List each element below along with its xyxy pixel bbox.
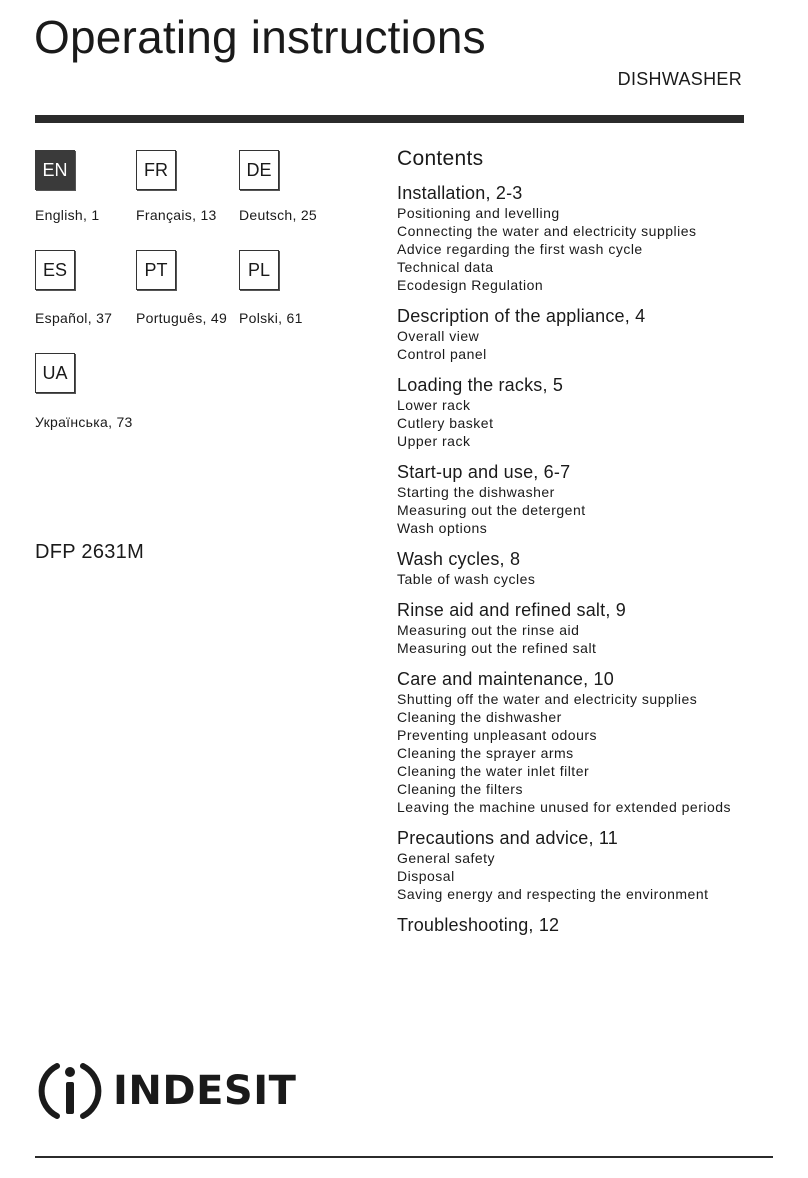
toc-section-item[interactable]: Overall view xyxy=(397,328,480,344)
page-title: Operating instructions xyxy=(34,11,486,63)
toc-section xyxy=(397,669,797,816)
toc-section-item[interactable]: Cleaning the filters xyxy=(397,781,523,797)
toc-section-item[interactable]: Upper rack xyxy=(397,433,471,449)
toc-section-item[interactable]: Ecodesign Regulation xyxy=(397,277,544,293)
toc-section-item[interactable]: Measuring out the refined salt xyxy=(397,640,597,656)
top-divider xyxy=(35,115,744,123)
language-label-de[interactable]: Deutsch, 25 xyxy=(239,207,318,223)
brand-name: INDESIT xyxy=(113,1068,297,1114)
bottom-divider xyxy=(35,1156,773,1158)
indesit-i-logo-icon xyxy=(37,1058,103,1124)
toc-section-title[interactable]: Precautions and advice, 11 xyxy=(397,828,619,848)
toc-section-title[interactable]: Wash cycles, 8 xyxy=(397,549,521,569)
toc-sections xyxy=(397,183,797,936)
toc-section-item[interactable]: Starting the dishwasher xyxy=(397,484,555,500)
toc-section-item[interactable]: Shutting off the water and electricity supplies xyxy=(397,691,698,707)
toc-section-item[interactable]: Advice regarding the first wash cycle xyxy=(397,241,643,257)
toc-section-item[interactable]: Positioning and levelling xyxy=(397,205,560,221)
toc-section-item[interactable]: General safety xyxy=(397,850,496,866)
toc-section-item[interactable]: Saving energy and respecting the environment xyxy=(397,886,709,902)
language-button-pl[interactable]: PL xyxy=(239,250,279,290)
language-button-pt[interactable]: PT xyxy=(136,250,176,290)
toc-section-title[interactable]: Installation, 2-3 xyxy=(397,183,523,203)
model-number: DFP 2631M xyxy=(35,541,145,563)
language-label-ua[interactable]: Українська, 73 xyxy=(35,414,133,430)
toc-section-title[interactable]: Loading the racks, 5 xyxy=(397,375,564,395)
toc-section-item[interactable]: Preventing unpleasant odours xyxy=(397,727,598,743)
toc-section xyxy=(397,828,797,903)
toc-section-item[interactable]: Cutlery basket xyxy=(397,415,494,431)
language-button-ua[interactable]: UA xyxy=(35,353,75,393)
language-button-de[interactable]: DE xyxy=(239,150,279,190)
language-label-pt[interactable]: Português, 49 xyxy=(136,310,228,326)
contents-heading: Contents xyxy=(397,147,484,170)
toc-section-item[interactable]: Table of wash cycles xyxy=(397,571,536,587)
toc-section-item[interactable]: Measuring out the detergent xyxy=(397,502,586,518)
language-button-fr[interactable]: FR xyxy=(136,150,176,190)
toc-section-item[interactable]: Cleaning the water inlet filter xyxy=(397,763,590,779)
toc-section-item[interactable]: Connecting the water and electricity supplies xyxy=(397,223,697,239)
toc-section-title[interactable]: Care and maintenance, 10 xyxy=(397,669,614,689)
toc-section xyxy=(397,600,797,657)
toc-section-item[interactable]: Lower rack xyxy=(397,397,471,413)
toc-section-title[interactable]: Start-up and use, 6-7 xyxy=(397,462,571,482)
toc-section-item[interactable]: Technical data xyxy=(397,259,494,275)
toc-section-item[interactable]: Leaving the machine unused for extended periods xyxy=(397,799,732,815)
toc-section-item[interactable]: Cleaning the sprayer arms xyxy=(397,745,574,761)
table-of-contents xyxy=(397,147,797,948)
toc-section-item[interactable]: Wash options xyxy=(397,520,488,536)
language-button-es[interactable]: ES xyxy=(35,250,75,290)
toc-section xyxy=(397,462,797,537)
language-label-en[interactable]: English, 1 xyxy=(35,207,100,223)
toc-section xyxy=(397,915,797,936)
product-type: DISHWASHER xyxy=(617,69,742,89)
language-button-en[interactable]: EN xyxy=(35,150,75,190)
language-label-fr[interactable]: Français, 13 xyxy=(136,207,217,223)
toc-section xyxy=(397,375,797,450)
brand-logo xyxy=(37,1058,296,1124)
toc-section-item[interactable]: Control panel xyxy=(397,346,487,362)
toc-section-title[interactable]: Rinse aid and refined salt, 9 xyxy=(397,600,626,620)
toc-section-title[interactable]: Troubleshooting, 12 xyxy=(397,915,560,935)
toc-section xyxy=(397,549,797,588)
toc-section-title[interactable]: Description of the appliance, 4 xyxy=(397,306,646,326)
language-label-pl[interactable]: Polski, 61 xyxy=(239,310,303,326)
language-label-es[interactable]: Español, 37 xyxy=(35,310,113,326)
toc-section-item[interactable]: Cleaning the dishwasher xyxy=(397,709,562,725)
toc-section xyxy=(397,183,797,294)
toc-section-item[interactable]: Measuring out the rinse aid xyxy=(397,622,580,638)
toc-section xyxy=(397,306,797,363)
toc-section-item[interactable]: Disposal xyxy=(397,868,455,884)
